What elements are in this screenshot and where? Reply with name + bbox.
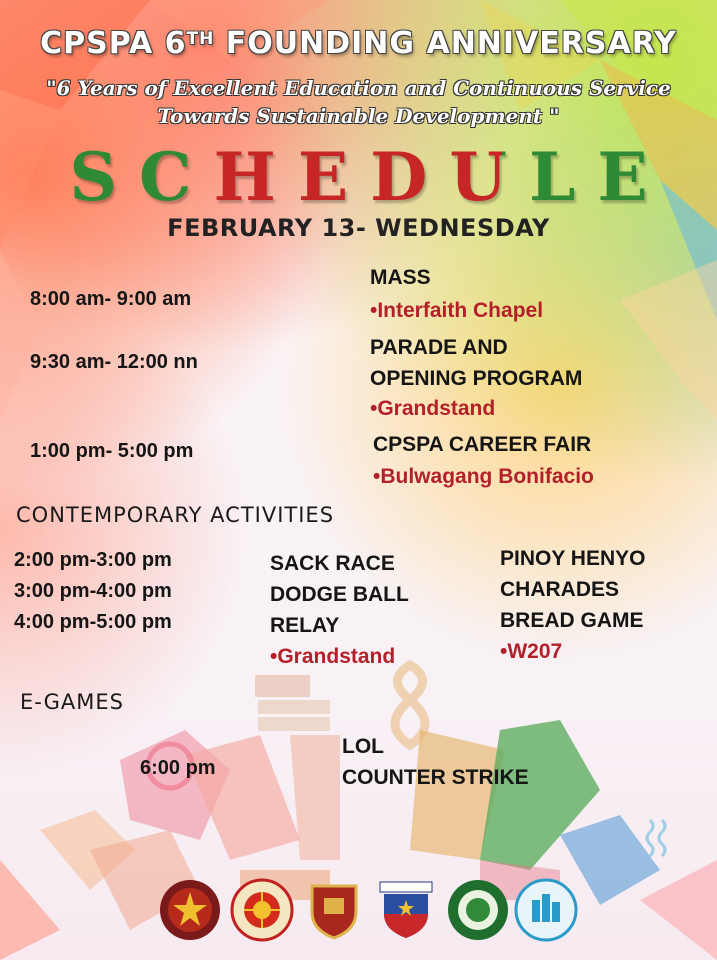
activity-location: •Grandstand <box>270 645 396 668</box>
logos-row <box>158 878 578 950</box>
event-time-parade: 9:30 am- 12:00 nn <box>30 351 198 373</box>
activity-group-2 <box>500 543 645 667</box>
seal-logo <box>158 878 222 942</box>
wheel-logo <box>230 878 294 942</box>
event-name-parade-line1: PARADE AND <box>370 336 508 359</box>
title-rest: FOUNDING ANNIVERSARY <box>214 26 677 61</box>
event-time-mass: 8:00 am- 9:00 am <box>30 288 192 310</box>
egame-item: LOL <box>342 735 384 758</box>
event-time-career-fair: 1:00 pm- 5:00 pm <box>30 440 194 462</box>
activity-item: PINOY HENYO <box>500 547 646 570</box>
activity-time: 4:00 pm-5:00 pm <box>14 611 172 633</box>
egames-list <box>342 731 529 793</box>
activity-item: RELAY <box>270 614 340 637</box>
event-title <box>0 26 717 61</box>
green-circle-logo <box>446 878 510 942</box>
activity-time: 2:00 pm-3:00 pm <box>14 549 172 571</box>
activity-time: 3:00 pm-4:00 pm <box>14 580 172 602</box>
schedule-banner: SCHEDULE <box>0 138 717 216</box>
blue-building-logo <box>514 878 578 942</box>
theme-line-1: "6 Years of Excellent Education and Continuous Service <box>46 76 671 100</box>
theme-line-2: Towards Sustainable Development " <box>157 104 560 128</box>
event-location-career-fair: •Bulwagang Bonifacio <box>373 465 594 488</box>
event-name-parade-line2: OPENING PROGRAM <box>370 367 583 390</box>
event-date: FEBRUARY 13- WEDNESDAY <box>167 214 550 242</box>
title-sup: TH <box>186 29 215 49</box>
contemporary-heading: CONTEMPORARY ACTIVITIES <box>16 503 335 527</box>
activity-group-1 <box>270 548 409 672</box>
activity-item: BREAD GAME <box>500 609 644 632</box>
title-main: CPSPA 6 <box>40 26 187 61</box>
contemporary-times <box>14 545 172 638</box>
egames-time: 6:00 pm <box>140 757 216 779</box>
event-location-mass: •Interfaith Chapel <box>370 299 544 322</box>
activity-item: DODGE BALL <box>270 583 409 606</box>
activity-location: •W207 <box>500 640 563 663</box>
egame-item: COUNTER STRIKE <box>342 766 529 789</box>
political-science-society-logo <box>374 878 438 942</box>
event-location-parade: •Grandstand <box>370 397 496 420</box>
activity-item: CHARADES <box>500 578 620 601</box>
egames-heading: E-GAMES <box>20 690 124 714</box>
activity-item: SACK RACE <box>270 552 395 575</box>
shield-logo <box>302 878 366 942</box>
event-name-career-fair: CPSPA CAREER FAIR <box>373 433 592 456</box>
event-name-mass: MASS <box>370 266 431 289</box>
